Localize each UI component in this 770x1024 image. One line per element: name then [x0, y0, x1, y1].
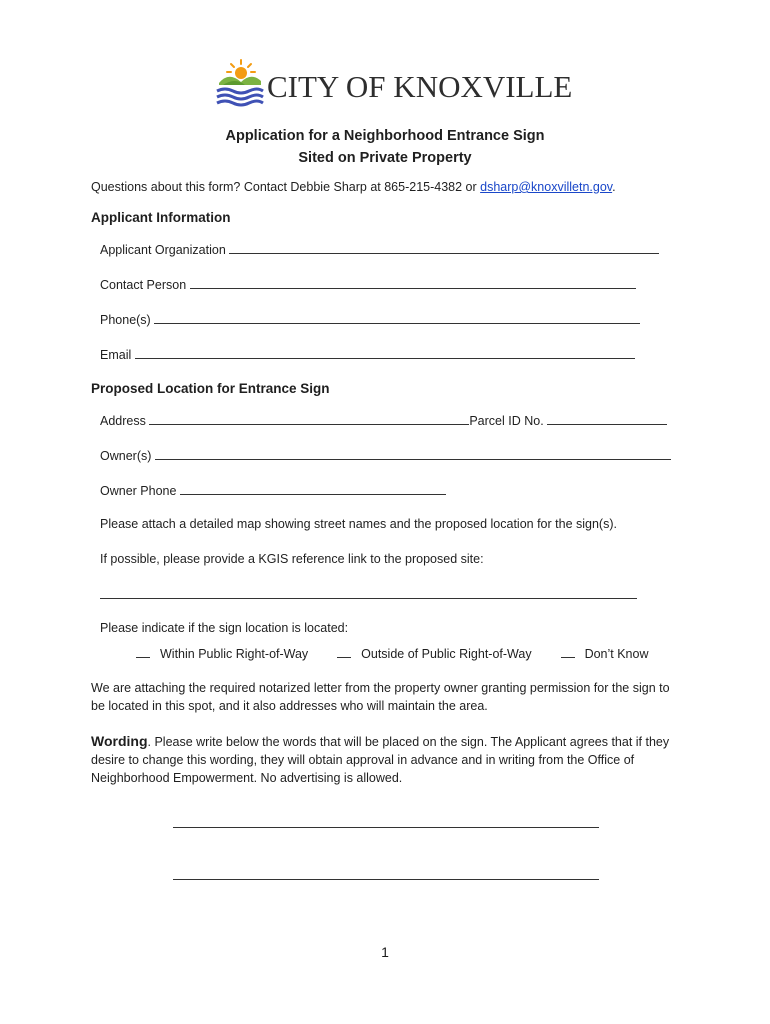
address-field[interactable]: [149, 412, 469, 425]
phone-field[interactable]: [154, 311, 640, 324]
location-heading: Proposed Location for Entrance Sign: [91, 381, 330, 396]
location-options: [136, 646, 649, 661]
wording-line-1[interactable]: [173, 815, 599, 828]
owners-label: Owner(s): [100, 449, 152, 463]
organization-field[interactable]: [229, 241, 659, 254]
organization-label: Applicant Organization: [100, 243, 226, 257]
kgis-link-field[interactable]: [100, 586, 637, 599]
address-label: Address: [100, 414, 146, 428]
parcel-field[interactable]: [547, 412, 667, 425]
form-title-line1: Application for a Neighborhood Entrance Sign: [225, 128, 545, 144]
contact-email-link[interactable]: dsharp@knoxvilletn.gov: [480, 180, 613, 194]
option-outside-blank[interactable]: [337, 646, 351, 658]
contact-prefix: Questions about this form? Contact Debbie Sharp at 865-215-4382 or: [91, 180, 481, 194]
parcel-label: Parcel ID No.: [469, 414, 544, 428]
applicant-heading: Applicant Information: [91, 210, 231, 225]
email-label: Email: [100, 348, 132, 362]
owners-row: [100, 447, 671, 463]
option-within-blank[interactable]: [136, 646, 150, 658]
wording-paragraph: [91, 732, 686, 787]
option-dont-know-label: Don’t Know: [584, 647, 649, 661]
owner-phone-label: Owner Phone: [100, 484, 177, 498]
email-field[interactable]: [135, 346, 635, 359]
indicate-label: Please indicate if the sign location is located:: [100, 621, 349, 635]
owner-phone-row: [100, 482, 446, 498]
notarized-paragraph: We are attaching the required notarized letter from the property owner granting permission for the sign to be located in this spot, and it also addresses who will maintain the area.: [91, 681, 670, 713]
wording-label: Wording: [91, 733, 148, 749]
logo-wordmark: CITY OF KNOXVILLE: [267, 69, 573, 104]
map-instruction: Please attach a detailed map showing street names and the proposed location for the sign(s).: [100, 517, 617, 531]
phone-row: [100, 311, 640, 327]
phone-label: Phone(s): [100, 313, 151, 327]
wording-line-2[interactable]: [173, 867, 599, 880]
option-within-label: Within Public Right-of-Way: [160, 647, 309, 661]
form-title-line2: Sited on Private Property: [298, 150, 472, 166]
city-logo: [215, 55, 573, 110]
option-dont-know-blank[interactable]: [561, 646, 575, 658]
option-outside-label: Outside of Public Right-of-Way: [361, 647, 532, 661]
contact-line: [91, 180, 616, 194]
contact-person-field[interactable]: [190, 276, 636, 289]
wording-text: . Please write below the words that will be placed on the sign. The Applicant agrees that if they desire to change this wording, they will obtain approval in advance and in writing from the Office of Neighborhood Empowerment. No advertising is allowed.: [91, 735, 670, 785]
city-emblem-icon: [215, 55, 265, 110]
owners-field[interactable]: [155, 447, 671, 460]
kgis-instruction: If possible, please provide a KGIS reference link to the proposed site:: [100, 552, 484, 566]
contact-person-label: Contact Person: [100, 278, 187, 292]
page-number: 1: [381, 944, 389, 960]
contact-person-row: [100, 276, 636, 292]
address-row: [100, 412, 667, 428]
organization-row: [100, 241, 659, 257]
owner-phone-field[interactable]: [180, 482, 446, 495]
contact-suffix: .: [612, 180, 616, 194]
email-row: [100, 346, 635, 362]
